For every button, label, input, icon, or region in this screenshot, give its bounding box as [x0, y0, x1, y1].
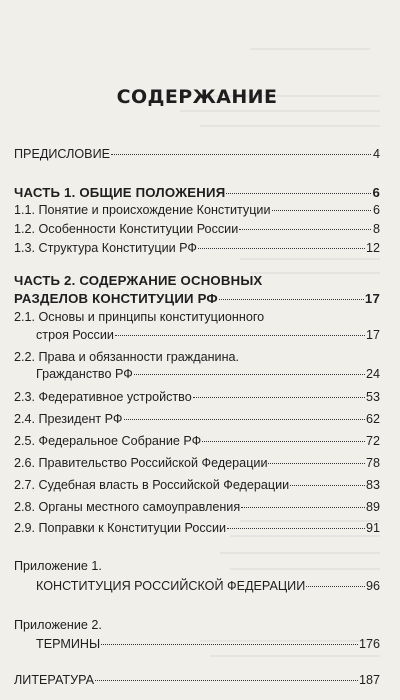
toc-page-number: 4: [372, 147, 380, 161]
dot-leader: [239, 229, 371, 230]
toc-entry-label: 2.9. Поправки к Конституции России: [14, 521, 227, 535]
toc-part-2-title-line-1: ЧАСТЬ 2. СОДЕРЖАНИЕ ОСНОВНЫХ: [14, 273, 263, 288]
toc-page-number: 6: [372, 185, 380, 200]
toc-entry-2-7[interactable]: [14, 477, 380, 493]
page-title: СОДЕРЖАНИЕ: [116, 86, 278, 108]
toc-entry-label: 2.6. Правительство Российской Федерации: [14, 456, 268, 470]
dot-leader: [202, 441, 365, 442]
dot-leader: [268, 463, 365, 464]
toc-entry-label: 1.1. Понятие и происхождение Конституции: [14, 203, 271, 217]
toc-entry-label: 2.4. Президент РФ: [14, 412, 123, 426]
toc-entry-appendix-1[interactable]: [36, 578, 380, 594]
toc-page-number: 72: [365, 434, 380, 448]
toc-entry-preface[interactable]: [14, 146, 380, 162]
toc-page-number: 89: [365, 500, 380, 514]
toc-entry-label: РАЗДЕЛОВ КОНСТИТУЦИИ РФ: [14, 291, 218, 306]
toc-page-number: 91: [365, 521, 380, 535]
toc-appendix-1-caption: Приложение 1.: [14, 559, 102, 573]
toc-entry-part-1[interactable]: [14, 185, 380, 201]
table-of-contents: [14, 0, 380, 700]
toc-entry-label: 2.5. Федеральное Собрание РФ: [14, 434, 202, 448]
toc-entry-label: строя России: [36, 328, 114, 342]
toc-page-number: 62: [365, 412, 380, 426]
dot-leader: [115, 335, 365, 336]
dot-leader: [219, 299, 364, 300]
toc-entry-label: ЛИТЕРАТУРА: [14, 673, 95, 687]
toc-page-number: 83: [365, 478, 380, 492]
toc-entry-2-9[interactable]: [14, 520, 380, 536]
toc-entry-part-2[interactable]: [14, 291, 380, 307]
toc-entry-2-1-line-1: 2.1. Основы и принципы конституционного: [14, 310, 265, 324]
toc-entry-2-4[interactable]: [14, 411, 380, 427]
toc-entry-1-2[interactable]: [14, 221, 380, 237]
dot-leader: [193, 397, 365, 398]
toc-page-number: 17: [364, 291, 380, 306]
toc-entry-2-8[interactable]: [14, 499, 380, 515]
toc-entry-1-1[interactable]: [14, 202, 380, 218]
dot-leader: [111, 154, 371, 155]
toc-entry-1-3[interactable]: [14, 240, 380, 256]
dot-leader: [134, 374, 365, 375]
toc-entry-label: 2.7. Судебная власть в Российской Федерации: [14, 478, 290, 492]
toc-entry-label: КОНСТИТУЦИЯ РОССИЙСКОЙ ФЕДЕРАЦИИ: [36, 579, 306, 593]
toc-page-number: 176: [358, 637, 380, 651]
toc-entry-label: 2.8. Органы местного самоуправления: [14, 500, 241, 514]
dot-leader: [198, 248, 365, 249]
dot-leader: [290, 485, 365, 486]
toc-entry-label: Гражданство РФ: [36, 367, 133, 381]
toc-page-number: 187: [358, 673, 380, 687]
toc-entry-label: 2.3. Федеративное устройство: [14, 390, 192, 404]
toc-appendix-2-caption: Приложение 2.: [14, 618, 102, 632]
toc-entry-appendix-2[interactable]: [36, 636, 380, 652]
toc-page-number: 24: [365, 367, 380, 381]
toc-page-number: 96: [365, 579, 380, 593]
dot-leader: [227, 528, 365, 529]
toc-entry-2-2-line-1: 2.2. Права и обязанности гражданина.: [14, 350, 240, 364]
dot-leader: [272, 210, 371, 211]
toc-entry-label: 1.2. Особенности Конституции России: [14, 222, 239, 236]
toc-entry-2-1[interactable]: [36, 327, 380, 343]
dot-leader: [124, 419, 365, 420]
dot-leader: [95, 680, 358, 681]
toc-entry-2-3[interactable]: [14, 389, 380, 405]
dot-leader: [241, 507, 365, 508]
toc-entry-2-6[interactable]: [14, 455, 380, 471]
dot-leader: [306, 586, 365, 587]
toc-entry-2-2[interactable]: [36, 366, 380, 382]
dot-leader: [226, 193, 371, 194]
toc-page-number: 53: [365, 390, 380, 404]
toc-entry-literature[interactable]: [14, 672, 380, 688]
toc-page-number: 12: [365, 241, 380, 255]
toc-entry-2-5[interactable]: [14, 433, 380, 449]
dot-leader: [101, 644, 358, 645]
toc-page-number: 6: [372, 203, 380, 217]
toc-page-number: 17: [365, 328, 380, 342]
toc-page-number: 78: [365, 456, 380, 470]
toc-entry-label: ПРЕДИСЛОВИЕ: [14, 147, 111, 161]
toc-entry-label: 1.3. Структура Конституции РФ: [14, 241, 197, 255]
toc-page-number: 8: [372, 222, 380, 236]
toc-entry-label: ТЕРМИНЫ: [36, 637, 101, 651]
toc-entry-label: ЧАСТЬ 1. ОБЩИЕ ПОЛОЖЕНИЯ: [14, 185, 226, 200]
